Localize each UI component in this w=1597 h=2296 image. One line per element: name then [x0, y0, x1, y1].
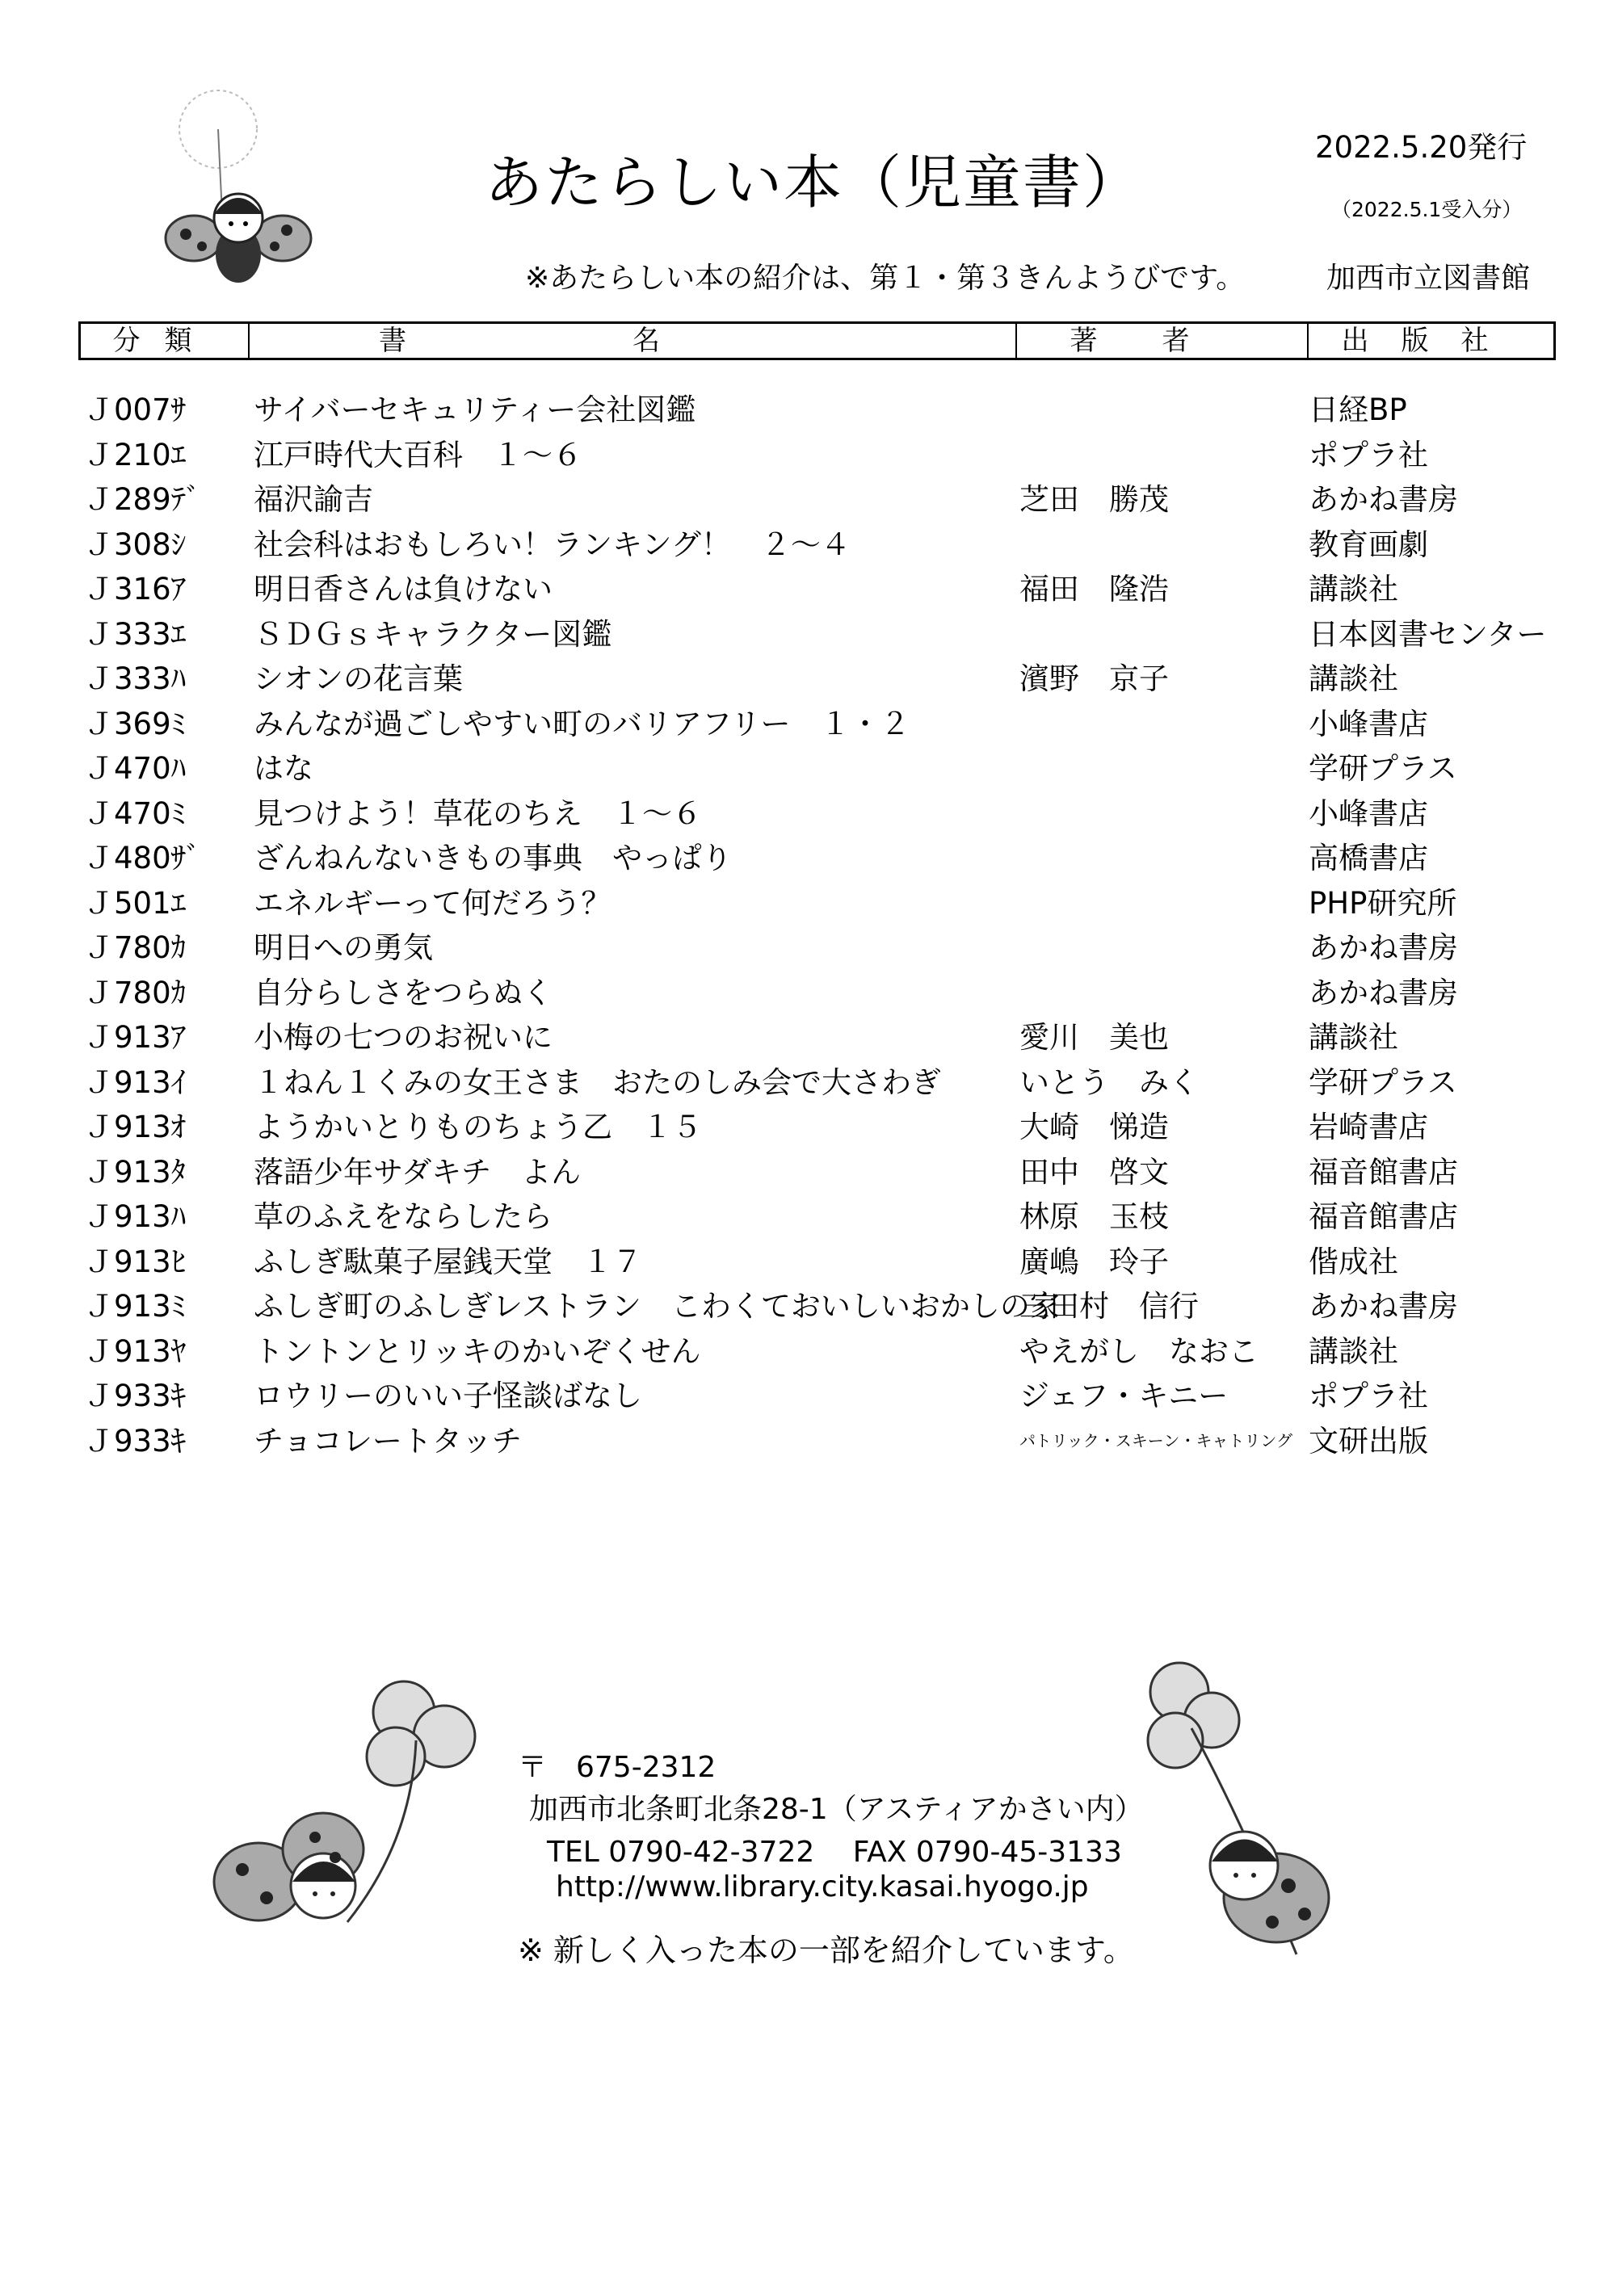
- book-title: 小梅の七つのお祝いに: [254, 1020, 553, 1055]
- book-title: 江戸時代大百科 １～６: [254, 437, 582, 472]
- library-address: 加西市北条町北条28-1（アスティアかさい内）: [529, 1793, 1144, 1826]
- book-title: 自分らしさをつらぬく: [254, 975, 553, 1010]
- book-publisher: あかね書房: [1309, 1289, 1458, 1324]
- book-row: [0, 523, 1597, 568]
- book-class: Ｊ501ｴ: [84, 885, 187, 921]
- book-row: [0, 836, 1597, 881]
- book-class: Ｊ470ﾐ: [84, 795, 187, 831]
- book-title: ふしぎ駄菓子屋銭天堂 １７: [254, 1244, 642, 1279]
- book-publisher: ポプラ社: [1309, 1379, 1428, 1413]
- book-row: [0, 388, 1597, 433]
- book-title: トントンとリッキのかいぞくせん: [254, 1333, 701, 1369]
- book-author: 濱野 京子: [1019, 661, 1169, 696]
- book-title: ロウリーのいい子怪談ばなし: [254, 1379, 642, 1413]
- table-header: [78, 321, 1556, 360]
- clover-ladybugs-illustration-left: [202, 1664, 509, 1954]
- book-publisher: 文研出版: [1309, 1423, 1428, 1459]
- book-publisher: あかね書房: [1309, 975, 1458, 1010]
- book-title: ふしぎ町のふしぎレストラン こわくておいしいおかしの家: [254, 1289, 1060, 1324]
- book-class: Ｊ933ｷ: [84, 1423, 187, 1459]
- book-publisher: 高橋書店: [1309, 841, 1428, 875]
- schedule-note: ※あたらしい本の紹介は、第１・第３きんようびです。: [525, 262, 1246, 295]
- book-author: 福田 隆浩: [1019, 572, 1169, 607]
- book-class: Ｊ913ﾀ: [84, 1154, 187, 1190]
- book-title: ＳＤＧｓキャラクター図鑑: [254, 616, 612, 652]
- footer-note: ※ 新しく入った本の一部を紹介しています。: [518, 1933, 1134, 1968]
- book-title: はな: [254, 751, 313, 786]
- book-publisher: 学研プラス: [1309, 751, 1457, 786]
- book-class: Ｊ913ﾊ: [84, 1199, 187, 1234]
- book-publisher: あかね書房: [1309, 930, 1458, 965]
- book-author: 芝田 勝茂: [1019, 482, 1169, 517]
- received-period: （2022.5.1受入分）: [1331, 198, 1523, 221]
- book-author: ジェフ・キニー: [1019, 1379, 1229, 1413]
- book-title: 見つけよう！草花のちえ １～６: [254, 795, 702, 831]
- book-title: 落語少年サダキチ よん: [254, 1154, 582, 1190]
- book-class: Ｊ913ﾐ: [84, 1289, 187, 1324]
- book-row: [0, 1105, 1597, 1150]
- page-title: あたらしい本（児童書）: [485, 149, 1143, 216]
- book-row: [0, 1419, 1597, 1464]
- column-header-publisher: 出版社: [1341, 325, 1521, 357]
- book-publisher: 教育画劇: [1309, 527, 1428, 562]
- postal-code: 〒 675-2312: [518, 1751, 717, 1784]
- book-class: Ｊ913ﾋ: [84, 1244, 187, 1279]
- book-author: パトリック・スキーン・キャトリング: [1019, 1430, 1292, 1450]
- book-row: [0, 702, 1597, 747]
- book-row: [0, 477, 1597, 523]
- book-row: [0, 746, 1597, 791]
- book-title: 草のふえをならしたら: [254, 1199, 553, 1234]
- book-title: 福沢諭吉: [254, 482, 373, 517]
- book-class: Ｊ913ｲ: [84, 1064, 187, 1100]
- book-row: [0, 791, 1597, 837]
- library-url[interactable]: http://www.library.city.kasai.hyogo.jp: [556, 1870, 1089, 1904]
- book-author: いとう みく: [1019, 1064, 1199, 1100]
- book-publisher: 学研プラス: [1309, 1064, 1457, 1100]
- book-publisher: 講談社: [1309, 1333, 1398, 1369]
- book-class: Ｊ308ｼ: [84, 527, 187, 562]
- book-title: シオンの花言葉: [254, 661, 463, 696]
- book-list: [0, 388, 1597, 1463]
- book-author: 三田村 信行: [1019, 1289, 1199, 1324]
- ladybug-dandelion-illustration: [145, 85, 339, 311]
- book-publisher: あかね書房: [1309, 482, 1458, 517]
- book-row: [0, 1284, 1597, 1329]
- book-row: [0, 1194, 1597, 1240]
- clover-ladybug-illustration-right: [1135, 1656, 1353, 1962]
- book-class: Ｊ933ｷ: [84, 1379, 187, 1413]
- column-header-title: 書名: [250, 324, 1017, 358]
- book-publisher: 日本図書センター: [1309, 616, 1547, 652]
- book-publisher: 講談社: [1309, 661, 1398, 696]
- book-class: Ｊ913ｵ: [84, 1110, 187, 1144]
- column-header-class: 分類: [81, 324, 250, 358]
- book-row: [0, 1374, 1597, 1419]
- tel-fax: TEL 0790-42-3722 FAX 0790-45-3133: [547, 1836, 1122, 1869]
- book-title: １ねん１くみの女王さま おたのしみ会で大さわぎ: [254, 1064, 941, 1100]
- book-author: 田中 啓文: [1019, 1154, 1169, 1190]
- book-row: [0, 612, 1597, 657]
- column-header-author: 著者: [1017, 324, 1309, 358]
- book-row: [0, 1240, 1597, 1285]
- book-row: [0, 1015, 1597, 1060]
- book-publisher: 日経BP: [1309, 392, 1407, 427]
- book-publisher: 福音館書店: [1309, 1199, 1458, 1234]
- book-class: Ｊ007ｻ: [84, 392, 187, 427]
- book-publisher: 講談社: [1309, 572, 1398, 607]
- book-class: Ｊ369ﾐ: [84, 706, 187, 741]
- book-title: サイバーセキュリティー会社図鑑: [254, 392, 696, 427]
- book-class: Ｊ289ﾃﾞ: [84, 482, 201, 517]
- book-publisher: 福音館書店: [1309, 1154, 1458, 1190]
- book-publisher: 小峰書店: [1309, 706, 1428, 741]
- book-author: 廣嶋 玲子: [1019, 1244, 1169, 1279]
- book-author: 愛川 美也: [1019, 1020, 1169, 1055]
- book-row: [0, 1150, 1597, 1195]
- book-class: Ｊ210ｴ: [84, 437, 187, 472]
- library-name: 加西市立図書館: [1326, 262, 1531, 295]
- book-publisher: 偕成社: [1309, 1244, 1398, 1279]
- book-class: Ｊ470ﾊ: [84, 751, 187, 786]
- book-class: Ｊ333ｴ: [84, 616, 187, 652]
- book-row: [0, 657, 1597, 702]
- book-author: やえがし なおこ: [1019, 1333, 1259, 1369]
- book-publisher: PHP研究所: [1309, 885, 1457, 921]
- book-author: 林原 玉枝: [1019, 1199, 1169, 1234]
- book-title: みんなが過ごしやすい町のバリアフリー １・２: [254, 706, 910, 741]
- book-class: Ｊ333ﾊ: [84, 661, 187, 696]
- book-row: [0, 881, 1597, 926]
- book-class: Ｊ913ﾔ: [84, 1333, 187, 1369]
- book-publisher: 講談社: [1309, 1020, 1398, 1055]
- book-row: [0, 1329, 1597, 1375]
- book-class: Ｊ780ｶ: [84, 930, 187, 965]
- book-publisher: 小峰書店: [1309, 795, 1428, 831]
- book-title: ようかいとりものちょう乙 １５: [254, 1110, 702, 1144]
- book-title: 社会科はおもしろい！ランキング！ ２～４: [254, 527, 851, 562]
- book-class: Ｊ780ｶ: [84, 975, 187, 1010]
- book-title: チョコレートタッチ: [254, 1423, 522, 1459]
- book-row: [0, 433, 1597, 478]
- book-title: エネルギーって何だろう？: [254, 885, 611, 921]
- issue-date: 2022.5.20発行: [1315, 130, 1528, 165]
- book-row: [0, 926, 1597, 971]
- book-title: ざんねんないきもの事典 やっぱり: [254, 841, 732, 875]
- book-class: Ｊ913ｱ: [84, 1020, 187, 1055]
- book-author: 大崎 悌造: [1019, 1110, 1169, 1144]
- book-title: 明日香さんは負けない: [254, 572, 553, 607]
- book-title: 明日への勇気: [254, 930, 433, 965]
- book-class: Ｊ316ｱ: [84, 572, 187, 607]
- book-publisher: ポプラ社: [1309, 437, 1428, 472]
- book-publisher: 岩崎書店: [1309, 1110, 1428, 1144]
- book-class: Ｊ480ｻﾞ: [84, 841, 201, 875]
- book-row: [0, 1060, 1597, 1106]
- book-row: [0, 567, 1597, 612]
- book-row: [0, 971, 1597, 1016]
